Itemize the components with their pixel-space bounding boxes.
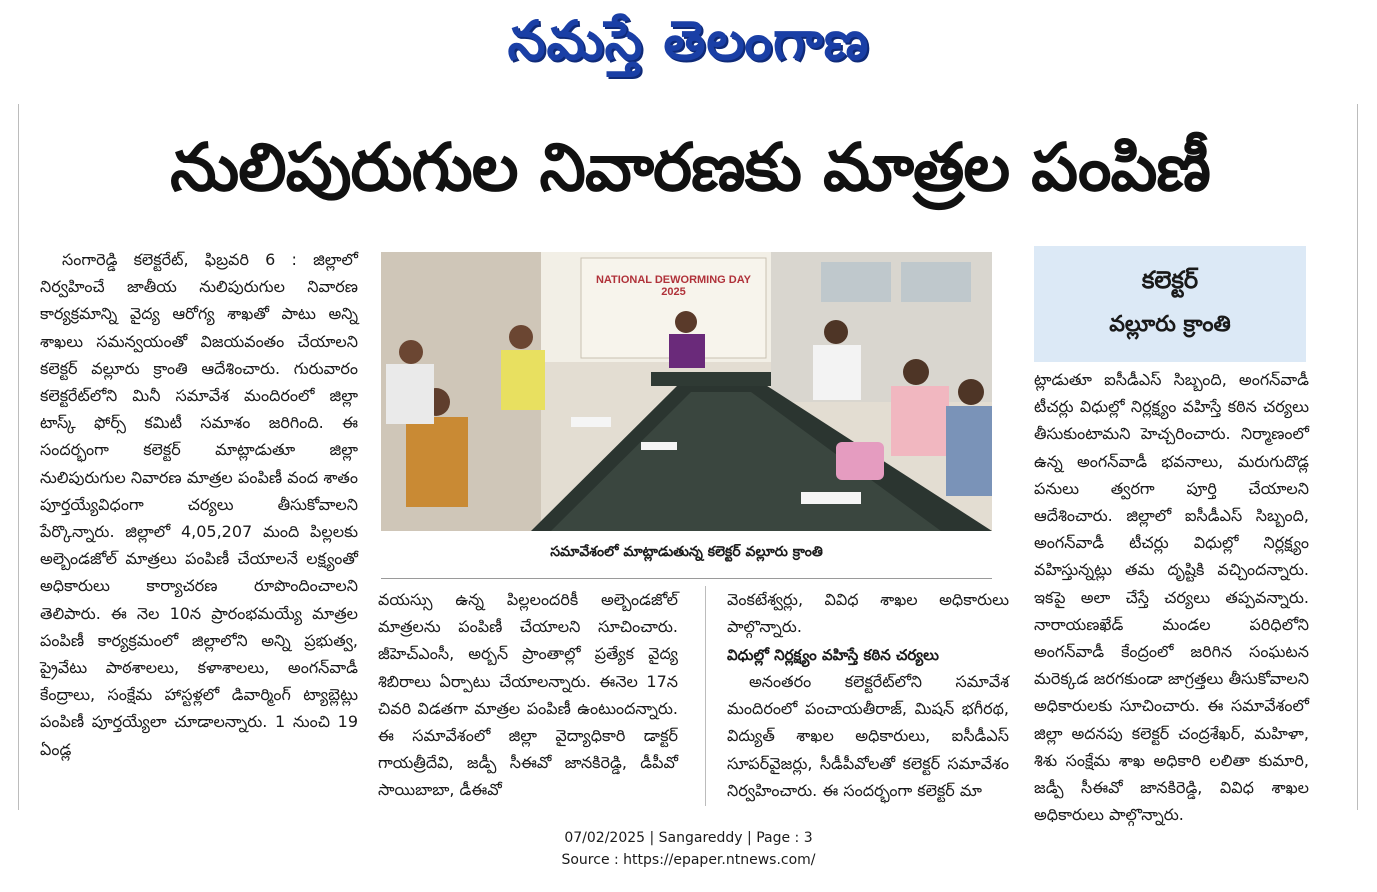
column-4-text: ట్లాడుతూ ఐసీడీఎస్ సిబ్బంది, అంగన్‌వాడీ టీచర్లు విధుల్లో నిర్లక్ష్యం వహిస్తే కఠిన చర్యలు తీసుకుంటామని హెచ్చరించారు. నిర్మాణంలో ఉన్న అంగన్‌వాడీ భవనాలు, మరుగుదొడ్ల పనులు త్వరగా పూర్తి చేయాలని ఆదేశించారు. జిల్లాలో ఐసీడీఎస్ సిబ్బంది, అంగన్‌వాడీ టీచర్లు విధుల్లో నిర్లక్ష్యం వహిస్తున్నట్లు తమ దృష్టికి వచ్చిందన్నారు. ఇకపై అలా చేస్తే చర్యలు తప్పవన్నారు. నారాయణఖేడ్ మండల పరిధిలోని అంగన్‌వాడీ కేంద్రంలో జరిగిన సంఘటన మరెక్కడ జరగకుండా జాగ్రత్తలు తీసుకోవాలని అధికారులకు సూచించారు. ఈ సమావేశంలో జిల్లా అదనపు కలెక్టర్ చంద్రశేఖర్, మహిళా, శిశు సంక్షేమ శాఖ అధికారి లలితా కుమారి, జడ్పీ సీఈవో జానకిరెడ్డి, వివిధ శాఖల అధికారులు పాల్గొన్నారు. xyxy=(1034,370,1309,825)
column-2-text: వయస్సు ఉన్న పిల్లలందరికీ అల్బెండజోల్ మాత్రలను పంపిణీ చేయాలని సూచించారు. జీహెచ్‌ఎంసీ, అర్బన్ ప్రాంతాల్లో ప్రత్యేక వైద్య శిబిరాలు ఏర్పాటు చేయాలన్నారు. ఈనెల 17న చివరి విడతగా మాత్రల పంపిణీ ఉంటుందన్నారు. ఈ సమావేశంలో జిల్లా వైద్యాధికారి డాక్టర్ గాయత్రీదేవి, జడ్పీ సీఈవో జానకిరెడ్డి, డీపీవో సాయిబాబా, డీఈవో xyxy=(378,590,678,800)
left-margin-rule xyxy=(18,104,19,810)
article-column-3-top xyxy=(727,586,1009,642)
caption-divider xyxy=(381,578,992,579)
column-3-text-bottom: అనంతరం కలెక్టరేట్‌లోని సమావేశ మందిరంలో పంచాయతీరాజ్, మిషన్ భగీరథ, విద్యుత్ శాఖల అధికారులు, ఐసీడీఎస్ సూపర్‌వైజర్లు, సీడీపీవోలతో కలెక్టర్ సమావేశం నిర్వహించారు. ఈ సందర్భంగా కలెక్టర్ మా xyxy=(727,672,1009,800)
article-column-1 xyxy=(40,246,358,806)
sidebox-title: కలెక్టర్ xyxy=(1141,266,1199,294)
column-3-subheading: విధుల్లో నిర్లక్ష్యం వహిస్తే కఠిన చర్యలు xyxy=(727,646,939,664)
sidebox-name: వల్లూరు క్రాంతి xyxy=(1109,312,1231,337)
collector-name-box xyxy=(1034,246,1306,362)
right-margin-rule xyxy=(1357,104,1358,810)
article-column-2 xyxy=(378,586,678,806)
page-footer-source: Source : https://epaper.ntnews.com/ xyxy=(561,852,816,868)
photo-caption: సమావేశంలో మాట్లాడుతున్న కలెక్టర్ వల్లూరు క్రాంతి xyxy=(550,544,823,560)
deworming-banner-title: NATIONAL DEWORMING DAY 2025 xyxy=(595,274,752,298)
article-column-4 xyxy=(1034,366,1309,825)
article-column-3-bottom xyxy=(727,668,1009,806)
column-divider-2-3 xyxy=(705,586,706,806)
meeting-photo xyxy=(381,252,992,531)
column-3-text-top: వెంకటేశ్వర్లు, వివిధ శాఖల అధికారులు పాల్గొన్నారు. xyxy=(727,590,1009,637)
newspaper-masthead: నమస్తే తెలంగాణ xyxy=(507,9,870,72)
page-footer-date: 07/02/2025 | Sangareddy | Page : 3 xyxy=(564,830,813,846)
article-headline: నులిపురుగుల నివారణకు మాత్రల పంపిణీ xyxy=(170,129,1210,206)
column-1-text: సంగారెడ్డి కలెక్టరేట్, ఫిబ్రవరి 6 : జిల్లాలో నిర్వహించే జాతీయ నులిపురుగుల నివారణ కార్యక్రమాన్ని వైద్య ఆరోగ్య శాఖతో పాటు అన్ని శాఖలు సమన్వయంతో విజయవంతం చేయాలని కలెక్టర్ వల్లూరు క్రాంతి ఆదేశించారు. గురువారం కలెక్టరేట్‌లోని మినీ సమావేశ మందిరంలో జిల్లా టాస్క్ ఫోర్స్ కమిటీ సమాశం జరిగింది. ఈ సందర్భంగా కలెక్టర్ మాట్లాడుతూ జిల్లా నులిపురుగుల నివారణ మాత్రల పంపిణీ వంద శాతం పూర్తయ్యేవిధంగా చర్యలు తీసుకోవాలని పేర్కొన్నారు. జిల్లాలో 4,05,207 మంది పిల్లలకు అల్బెండజోల్ మాత్రలు పంపిణీ చేయాలనే లక్ష్యంతో అధికారులు కార్యాచరణ రూపొందించాలని తెలిపారు. ఈ నెల 10న ప్రారంభమయ్యే మాత్రల పంపిణీ కార్యక్రమంలో జిల్లాలోని అన్ని ప్రభుత్వ, ప్రైవేటు పాఠశాలలు, కళాశాలలు, అంగన్‌వాడీ కేంద్రాలు, సంక్షేమ హాస్టళ్లలో డివార్మింగ్ ట్యాబ్లెట్లు పంపిణీ పూర్తయ్యేలా చూడాలన్నారు. 1 నుంచి 19 ఏండ్ల xyxy=(40,250,358,759)
